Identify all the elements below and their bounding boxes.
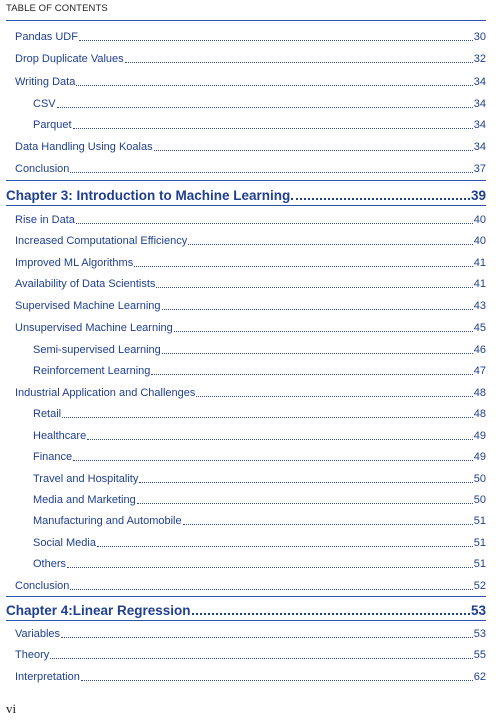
toc-entry-page: 52 — [473, 580, 486, 592]
toc-entry[interactable] — [0, 577, 496, 593]
toc-entry-title: Healthcare — [33, 430, 87, 442]
dot-leader — [57, 107, 473, 108]
toc-entry-page: 30 — [473, 31, 486, 43]
toc-entry-title: Improved ML Algorithms — [15, 257, 134, 269]
toc-entry-title: Data Handling Using Koalas — [15, 141, 153, 153]
toc-entry-title: Industrial Application and Challenges — [15, 387, 196, 399]
dot-leader — [134, 266, 473, 267]
toc-entry-title: Chapter 4:Linear Regression — [6, 603, 191, 618]
dot-leader — [79, 40, 473, 41]
toc-entry-title: Pandas UDF — [15, 31, 78, 43]
dot-leader — [67, 567, 473, 568]
dot-leader — [50, 658, 473, 659]
dot-leader — [291, 198, 470, 200]
page-number: vi — [6, 701, 17, 716]
toc-entry-page: 34 — [473, 98, 486, 110]
toc-entry-page: 41 — [473, 278, 486, 290]
toc-entry-title: Others — [33, 558, 67, 570]
toc-entry-title: Semi-supervised Learning — [33, 344, 161, 356]
section-divider — [6, 205, 486, 206]
toc-entry[interactable] — [0, 116, 496, 132]
dot-leader — [139, 482, 472, 483]
toc-entry-page: 43 — [473, 300, 486, 312]
dot-leader — [162, 353, 473, 354]
dot-leader — [151, 374, 472, 375]
toc-entry[interactable] — [0, 341, 496, 357]
toc-entry-title: CSV — [33, 98, 56, 110]
toc-chapter-entry[interactable] — [0, 601, 496, 619]
toc-entry-page: 41 — [473, 257, 486, 269]
toc-entry[interactable] — [0, 275, 496, 291]
toc-entry-page: 34 — [473, 119, 486, 131]
toc-entry-page: 62 — [473, 671, 486, 683]
toc-entry-title: Conclusion — [15, 580, 70, 592]
toc-entry[interactable] — [0, 50, 496, 66]
toc-entry-page: 48 — [473, 408, 486, 420]
toc-entry-title: Writing Data — [15, 76, 76, 88]
toc-entry-title: Finance — [33, 451, 73, 463]
dot-leader — [76, 85, 472, 86]
toc-entry-page: 40 — [473, 235, 486, 247]
toc-header: TABLE OF CONTENTS — [6, 3, 108, 14]
toc-entry-title: Retail — [33, 408, 62, 420]
dot-leader — [125, 62, 473, 63]
dot-leader — [70, 172, 472, 173]
toc-entry[interactable] — [0, 28, 496, 44]
dot-leader — [156, 287, 472, 288]
dot-leader — [162, 309, 473, 310]
dot-leader — [192, 613, 470, 615]
dot-leader — [87, 439, 473, 440]
toc-entry-title: Interpretation — [15, 671, 80, 683]
dot-leader — [97, 546, 473, 547]
toc-entry[interactable] — [0, 384, 496, 400]
toc-entry-title: Increased Computational Efficiency — [15, 235, 188, 247]
toc-entry[interactable] — [0, 405, 496, 421]
toc-entry[interactable] — [0, 160, 496, 176]
toc-entry-page: 51 — [473, 537, 486, 549]
dot-leader — [154, 150, 473, 151]
toc-entry-title: Theory — [15, 649, 50, 661]
toc-entry[interactable] — [0, 646, 496, 662]
toc-entry[interactable] — [0, 448, 496, 464]
toc-entry-page: 34 — [473, 76, 486, 88]
section-divider — [6, 180, 486, 181]
toc-entry[interactable] — [0, 427, 496, 443]
toc-entry-page: 50 — [473, 473, 486, 485]
toc-entry-page: 51 — [473, 558, 486, 570]
toc-entry[interactable] — [0, 534, 496, 550]
toc-entry[interactable] — [0, 138, 496, 154]
dot-leader — [76, 223, 473, 224]
toc-entry[interactable] — [0, 625, 496, 641]
section-divider — [6, 20, 486, 21]
toc-entry-title: Conclusion — [15, 163, 70, 175]
toc-entry-title: Travel and Hospitality — [33, 473, 139, 485]
dot-leader — [62, 417, 473, 418]
toc-entry-page: 40 — [473, 214, 486, 226]
dot-leader — [188, 244, 473, 245]
toc-entry-page: 46 — [473, 344, 486, 356]
toc-entry[interactable] — [0, 73, 496, 89]
dot-leader — [61, 637, 473, 638]
toc-entry[interactable] — [0, 555, 496, 571]
toc-entry[interactable] — [0, 491, 496, 507]
toc-entry[interactable] — [0, 211, 496, 227]
toc-entry-title: Unsupervised Machine Learning — [15, 322, 173, 334]
toc-entry-page: 47 — [473, 365, 486, 377]
toc-entry-page: 55 — [473, 649, 486, 661]
toc-entry-title: Availability of Data Scientists — [15, 278, 156, 290]
toc-entry[interactable] — [0, 232, 496, 248]
dot-leader — [183, 524, 473, 525]
toc-entry-title: Variables — [15, 628, 61, 640]
toc-entry-page: 51 — [473, 515, 486, 527]
section-divider — [6, 596, 486, 597]
toc-chapter-entry[interactable] — [0, 186, 496, 204]
dot-leader — [70, 589, 472, 590]
toc-entry-page: 50 — [473, 494, 486, 506]
toc-entry-page: 34 — [473, 141, 486, 153]
toc-entry-title: Parquet — [33, 119, 72, 131]
dot-leader — [73, 460, 473, 461]
dot-leader — [137, 503, 473, 504]
dot-leader — [81, 680, 473, 681]
toc-entry-title: Reinforcement Learning — [33, 365, 151, 377]
toc-entry[interactable] — [0, 470, 496, 486]
toc-entry[interactable] — [0, 319, 496, 335]
toc-entry-page: 49 — [473, 451, 486, 463]
toc-entry-title: Manufacturing and Automobile — [33, 515, 182, 527]
dot-leader — [73, 128, 473, 129]
toc-entry-title: Chapter 3: Introduction to Machine Learning — [6, 188, 291, 203]
toc-entry-page: 53 — [470, 603, 486, 618]
toc-entry-page: 49 — [473, 430, 486, 442]
toc-entry[interactable] — [0, 95, 496, 111]
toc-entry-page: 53 — [473, 628, 486, 640]
toc-entry-page: 45 — [473, 322, 486, 334]
toc-entry[interactable] — [0, 512, 496, 528]
dot-leader — [174, 331, 473, 332]
dot-leader — [196, 396, 472, 397]
toc-entry[interactable] — [0, 668, 496, 684]
toc-entry[interactable] — [0, 297, 496, 313]
toc-entry-title: Drop Duplicate Values — [15, 53, 124, 65]
toc-entry-page: 48 — [473, 387, 486, 399]
section-divider — [6, 620, 486, 621]
toc-entry-title: Rise in Data — [15, 214, 75, 226]
toc-entry-title: Social Media — [33, 537, 96, 549]
toc-entry-page: 37 — [473, 163, 486, 175]
toc-entry-title: Media and Marketing — [33, 494, 136, 506]
toc-entry-title: Supervised Machine Learning — [15, 300, 161, 312]
toc-entry[interactable] — [0, 362, 496, 378]
toc-entry-page: 39 — [470, 188, 486, 203]
toc-entry[interactable] — [0, 254, 496, 270]
toc-entry-page: 32 — [473, 53, 486, 65]
